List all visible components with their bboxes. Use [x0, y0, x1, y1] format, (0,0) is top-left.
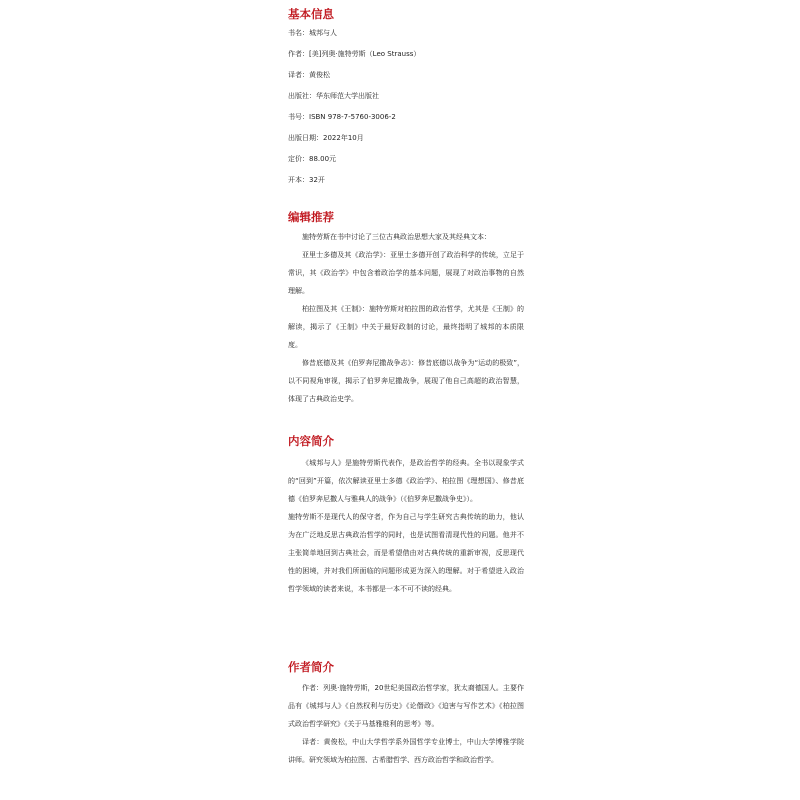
publisher-row	[288, 92, 379, 100]
isbn-row	[288, 113, 396, 121]
publisher-value: 华东师范大学出版社	[316, 92, 379, 100]
editor-recommend-body	[288, 228, 524, 408]
content-intro-body	[288, 454, 524, 598]
book-title-row	[288, 29, 337, 37]
isbn-label: 书号：	[288, 113, 309, 121]
content-paragraph: 施特劳斯不是现代人的保守者，作为自己与学生研究古典传统的助力，他认为在广泛地反思古典政治哲学的同时，也是试图看清现代性的问题。他并不主张简单地回到古典社会，而是希望借由对古典传统的重新审视，反思现代性的困境，并对我们所面临的问题形成更为深入的理解。对于希望进入政治哲学领域的读者来说，本书都是一本不可不读的经典。	[288, 513, 524, 593]
author-row	[288, 50, 420, 58]
author-intro-title: 作者简介	[288, 660, 334, 674]
author-value: [美]列奥·施特劳斯（Leo Strauss）	[309, 50, 421, 58]
translator-paragraph: 译者：黄俊松，中山大学哲学系外国哲学专业博士，中山大学博雅学院讲师。研究领域为柏拉图、古希腊哲学、西方政治哲学和政治哲学。	[288, 738, 524, 764]
price-value: 88.00元	[309, 155, 337, 163]
isbn-value: ISBN 978-7-5760-3006-2	[309, 113, 396, 121]
editor-paragraph: 亚里士多德及其《政治学》：亚里士多德开创了政治科学的传统，立足于常识，其《政治学》中包含着政治学的基本问题，展现了对政治事物的自然理解。	[288, 251, 524, 295]
format-label: 开本：	[288, 176, 309, 184]
format-value: 32开	[309, 176, 325, 184]
author-intro-body	[288, 679, 524, 769]
publish-date-row	[288, 134, 364, 142]
editor-paragraph: 修昔底德及其《伯罗奔尼撒战争志》：修昔底德以战争为“运动的极致”，以不同视角审视，揭示了伯罗奔尼撒战争，展现了他自己高超的政治智慧，体现了古典政治史学。	[288, 359, 524, 403]
publisher-label: 出版社：	[288, 92, 316, 100]
price-label: 定价：	[288, 155, 309, 163]
format-row	[288, 176, 325, 184]
publish-date-label: 出版日期：	[288, 134, 323, 142]
editor-paragraph: 施特劳斯在书中讨论了三位古典政治思想大家及其经典文本：	[302, 233, 491, 241]
editor-paragraph: 柏拉图及其《王制》：施特劳斯对柏拉图的政治哲学，尤其是《王制》的解读，揭示了《王制》中关于最好政制的讨论，最终指明了城邦的本质限度。	[288, 305, 524, 349]
publish-date-value: 2022年10月	[323, 134, 364, 142]
author-label: 作者：	[288, 50, 309, 58]
content-intro-title: 内容简介	[288, 434, 334, 448]
book-title-label: 书名：	[288, 29, 309, 37]
editor-recommend-title: 编辑推荐	[288, 210, 334, 224]
content-paragraph: 《城邦与人》是施特劳斯代表作，是政治哲学的经典。全书以现象学式的“回到”开篇，依次解读亚里士多德《政治学》、柏拉图《理想国》、修昔底德《伯罗奔尼撒人与雅典人的战争》（《伯罗奔尼撒战争史》）。	[288, 459, 524, 503]
translator-value: 黄俊松	[309, 71, 330, 79]
book-title-value: 城邦与人	[309, 29, 337, 37]
price-row	[288, 155, 336, 163]
author-paragraph: 作者：列奥·施特劳斯，20世纪美国政治哲学家，犹太裔德国人。主要作品有《城邦与人》《自然权利与历史》《论僭政》《迫害与写作艺术》《柏拉图式政治哲学研究》《关于马基雅维利的思考》等。	[288, 684, 524, 728]
translator-row	[288, 71, 330, 79]
translator-label: 译者：	[288, 71, 309, 79]
basic-info-title: 基本信息	[288, 7, 334, 21]
